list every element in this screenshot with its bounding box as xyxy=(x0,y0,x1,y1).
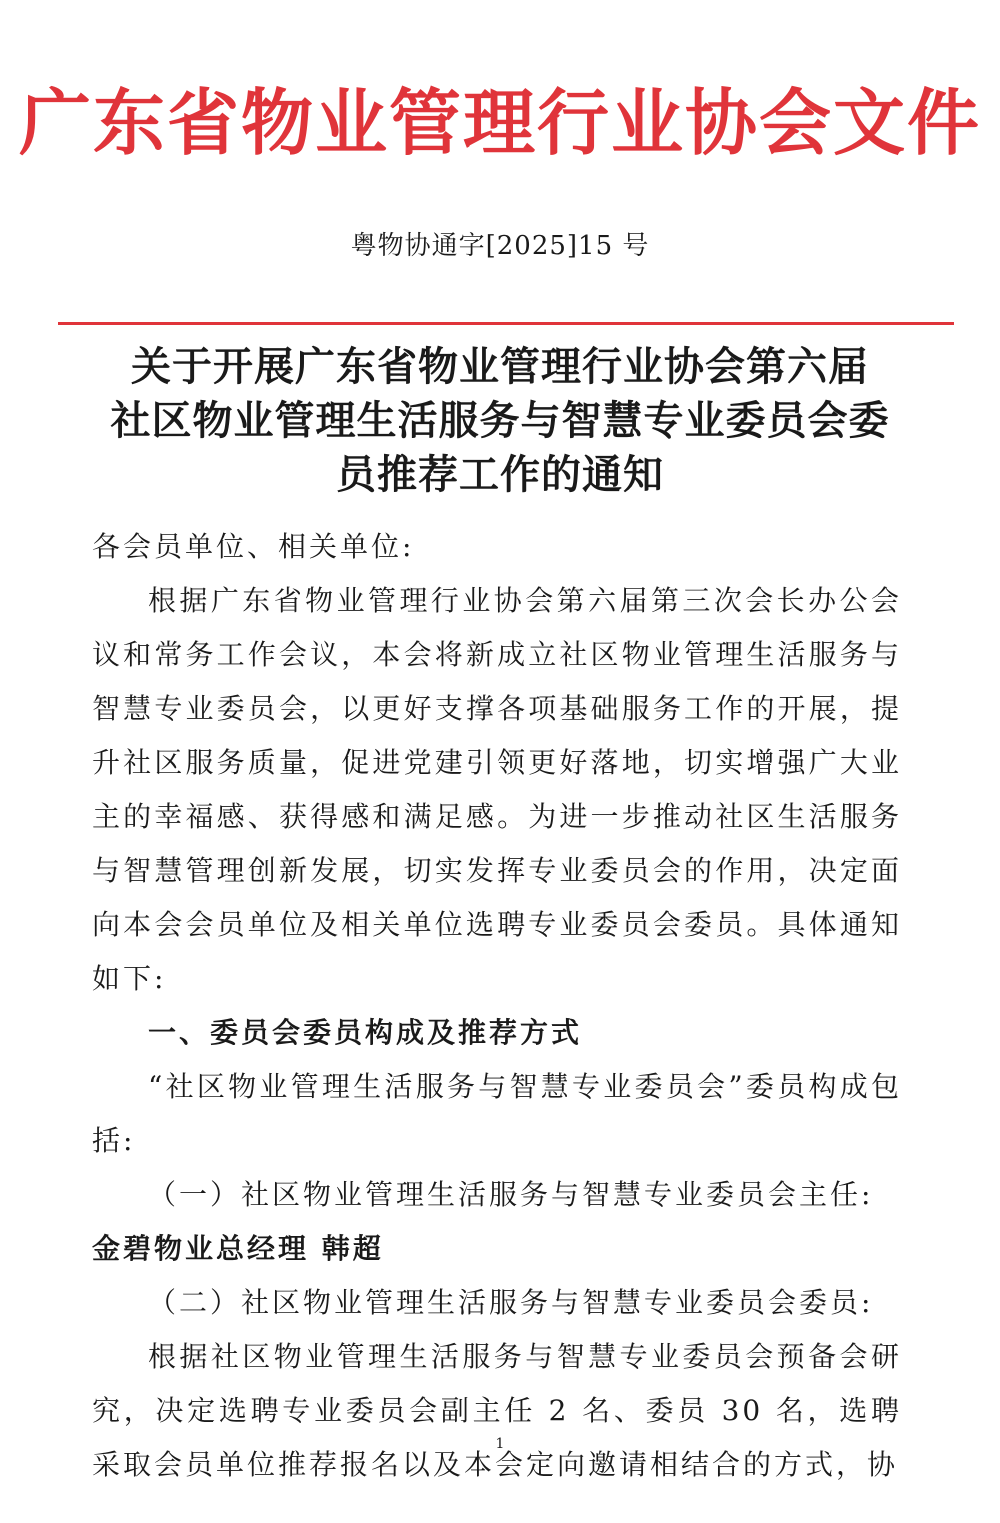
item-2-label: （二）社区物业管理生活服务与智慧专业委员会委员: xyxy=(148,1286,874,1319)
document-number: 粤物协通字[2025]15 号 xyxy=(350,231,650,261)
document-body xyxy=(92,520,902,1492)
salutation: 各会员单位、相关单位: xyxy=(92,530,415,563)
notice-title-line-3: 员推荐工作的通知 xyxy=(336,451,664,498)
item-1-value: 金碧物业总经理 韩超 xyxy=(92,1232,384,1265)
notice-title xyxy=(80,340,920,502)
masthead-title: 广东省物业管理行业协会文件 xyxy=(18,81,981,165)
composition-paragraph: “社区物业管理生活服务与智慧专业委员会”委员构成包括: xyxy=(92,1070,902,1157)
red-divider-line xyxy=(58,322,954,325)
item-1-label: （一）社区物业管理生活服务与智慧专业委员会主任: xyxy=(148,1178,874,1211)
notice-title-line-1: 关于开展广东省物业管理行业协会第六届 xyxy=(131,343,869,390)
selection-paragraph: 根据社区物业管理生活服务与智慧专业委员会预备会研究，决定选聘专业委员会副主任 2 名、委员 30 名，选聘采取会员单位推荐报名以及本会定向邀请相结合的方式，协 xyxy=(92,1340,902,1481)
intro-paragraph: 根据广东省物业管理行业协会第六届第三次会长办公会议和常务工作会议，本会将新成立社区物业管理生活服务与智慧专业委员会，以更好支撑各项基础服务工作的开展，提升社区服务质量，促进党建引领更好落地，切实增强广大业主的幸福感、获得感和满足感。为进一步推动社区生活服务与智慧管理创新发展，切实发挥专业委员会的作用，决定面向本会会员单位及相关单位选聘专业委员会委员。具体通知如下: xyxy=(92,584,902,995)
section-heading-1: 一、委员会委员构成及推荐方式 xyxy=(148,1016,583,1049)
page-number: 1 xyxy=(495,1436,505,1452)
notice-title-line-2: 社区物业管理生活服务与智慧专业委员会委 xyxy=(110,397,890,444)
